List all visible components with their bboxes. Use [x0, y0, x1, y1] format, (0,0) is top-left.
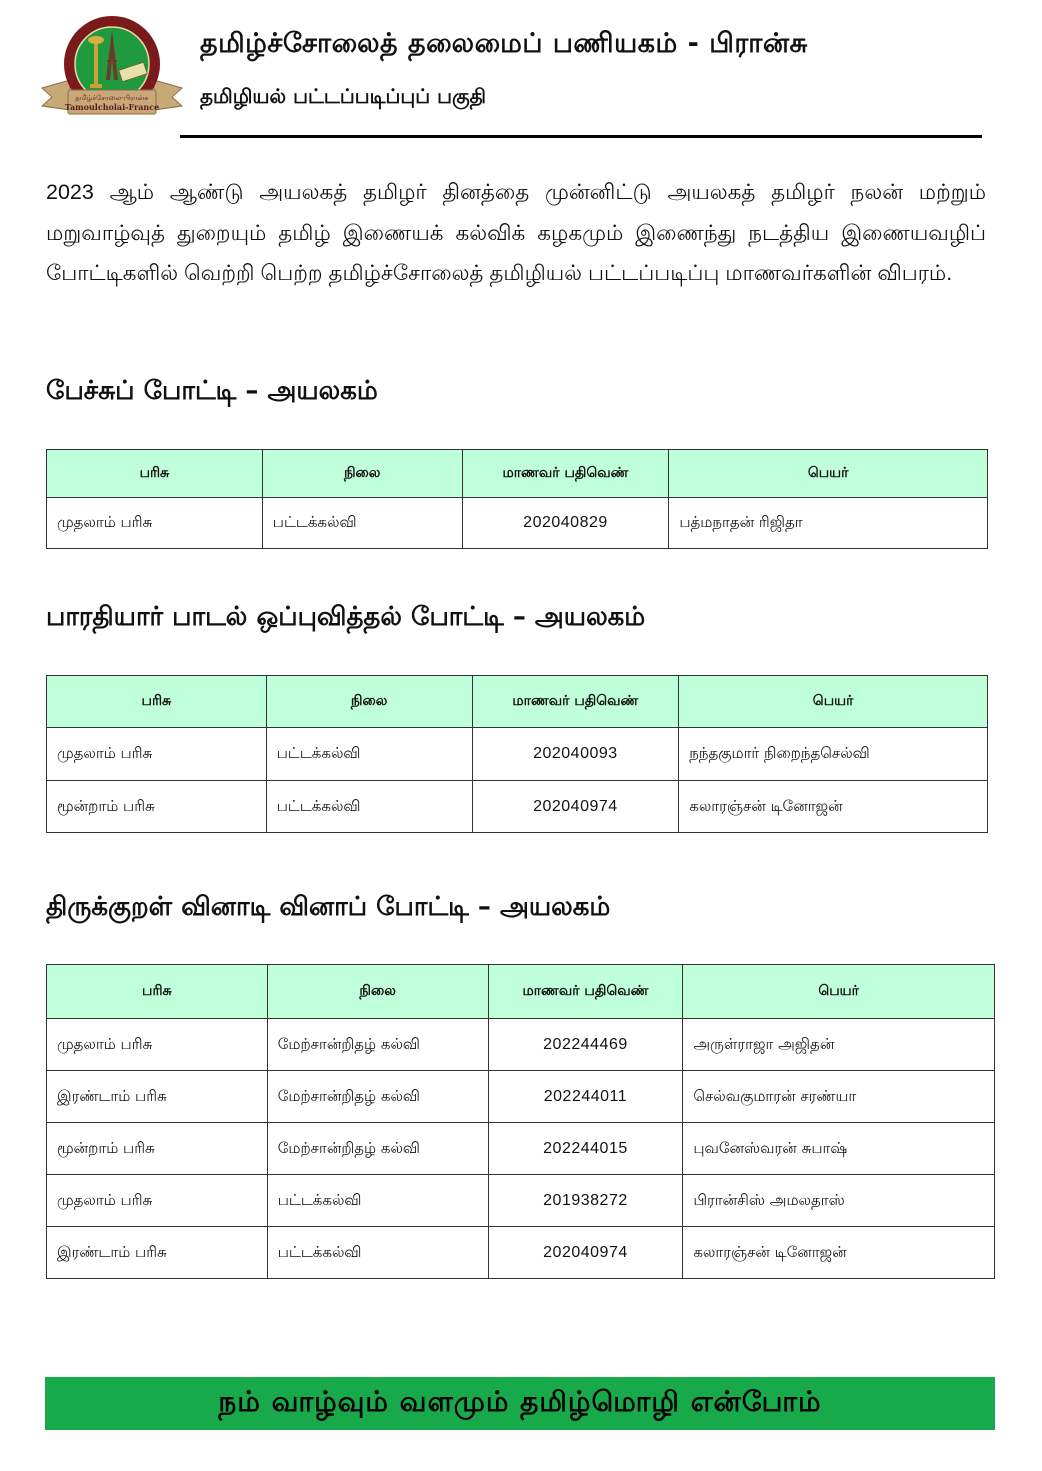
table-row: [47, 1019, 995, 1071]
table-header-row: [47, 965, 995, 1019]
cell-prize: முதலாம் பரிசு: [47, 1019, 268, 1071]
cell-prize: மூன்றாம் பரிசு: [47, 781, 267, 833]
table-row: [47, 1227, 995, 1279]
cell-prize: மூன்றாம் பரிசு: [47, 1123, 268, 1175]
cell-name: நந்தகுமார் நிறைந்தசெல்வி: [679, 728, 988, 781]
page-subtitle: தமிழியல் பட்டப்படிப்புப் பகுதி: [200, 84, 487, 108]
section-title-speech: பேச்சுப் போட்டி – அயலகம்: [46, 376, 378, 406]
cell-reg-no: 202244011: [488, 1071, 683, 1123]
cell-reg-no: 202244469: [488, 1019, 683, 1071]
table-header-row: [47, 676, 988, 728]
cell-level: பட்டக்கல்வி: [266, 728, 472, 781]
footer-motto-band: [45, 1377, 995, 1430]
results-table-bharathiyar: [46, 675, 988, 833]
cell-name: புவனேஸ்வரன் சுபாஷ்: [683, 1123, 995, 1175]
column-header-prize: பரிசு: [47, 676, 267, 728]
column-header-name: பெயர்: [679, 676, 988, 728]
cell-level: பட்டக்கல்வி: [267, 1175, 488, 1227]
table-row: [47, 1071, 995, 1123]
cell-reg-no: 202244015: [488, 1123, 683, 1175]
column-header-level: நிலை: [262, 450, 462, 498]
cell-level: மேற்சான்றிதழ் கல்வி: [267, 1071, 488, 1123]
cell-prize: இரண்டாம் பரிசு: [47, 1071, 268, 1123]
cell-name: அருள்ராஜா அஜிதன்: [683, 1019, 995, 1071]
table-row: [47, 781, 988, 833]
section-title-thirukkural: திருக்குறள் வினாடி வினாப் போட்டி – அயலகம்: [46, 892, 611, 922]
cell-name: பிரான்சிஸ் அமலதாஸ்: [683, 1175, 995, 1227]
intro-paragraph: 2023 ஆம் ஆண்டு அயலகத் தமிழர் தினத்தை முன்னிட்டு அயலகத் தமிழர் நலன் மற்றும் மறுவாழ்வுத் துறையும் தமிழ் இணையக் கல்விக் கழகமும் இணைந்து நடத்திய இணையவழிப் போட்டிகளில் வெற்றி பெற்ற தமிழ்ச்சோலைத் தமிழியல் பட்டப்படிப்பு மாணவர்களின் விபரம்.: [46, 180, 986, 285]
table-row: [47, 1123, 995, 1175]
table-row: [47, 728, 988, 781]
cell-name: பத்மநாதன் ரிஜிதா: [669, 498, 988, 549]
logo-latin-text: Tamoulcholai-France: [64, 102, 160, 112]
cell-level: மேற்சான்றிதழ் கல்வி: [267, 1123, 488, 1175]
column-header-level: நிலை: [266, 676, 472, 728]
cell-level: பட்டக்கல்வி: [262, 498, 462, 549]
cell-level: மேற்சான்றிதழ் கல்வி: [267, 1019, 488, 1071]
page-title: தமிழ்ச்சோலைத் தலைமைப் பணியகம் - பிரான்சு: [200, 28, 808, 59]
cell-level: பட்டக்கல்வி: [267, 1227, 488, 1279]
logo-tamil-text: தமிழ்ச்சோலை-பிரான்சு: [75, 94, 149, 102]
cell-reg-no: 202040829: [462, 498, 669, 549]
table-header-row: [47, 450, 988, 498]
column-header-reg-no: மாணவர் பதிவெண்: [462, 450, 669, 498]
results-table-thirukkural: [46, 964, 995, 1279]
table-row: [47, 498, 988, 549]
header-divider: [180, 135, 982, 138]
column-header-prize: பரிசு: [47, 450, 263, 498]
cell-prize: முதலாம் பரிசு: [47, 728, 267, 781]
cell-prize: முதலாம் பரிசு: [47, 498, 263, 549]
section-title-bharathiyar: பாரதியார் பாடல் ஒப்புவித்தல் போட்டி – அயலகம்: [46, 602, 646, 632]
cell-level: பட்டக்கல்வி: [266, 781, 472, 833]
cell-reg-no: 202040974: [472, 781, 679, 833]
table-row: [47, 1175, 995, 1227]
column-header-prize: பரிசு: [47, 965, 268, 1019]
column-header-name: பெயர்: [683, 965, 995, 1019]
cell-name: கலாரஞ்சன் டினோஜன்: [679, 781, 988, 833]
column-header-name: பெயர்: [669, 450, 988, 498]
column-header-reg-no: மாணவர் பதிவெண்: [488, 965, 683, 1019]
cell-name: செல்வகுமாரன் சரண்யா: [683, 1071, 995, 1123]
column-header-reg-no: மாணவர் பதிவெண்: [472, 676, 679, 728]
results-table-speech: [46, 449, 988, 549]
cell-reg-no: 201938272: [488, 1175, 683, 1227]
cell-prize: முதலாம் பரிசு: [47, 1175, 268, 1227]
cell-reg-no: 202040093: [472, 728, 679, 781]
cell-prize: இரண்டாம் பரிசு: [47, 1227, 268, 1279]
footer-motto: நம் வாழ்வும் வளமும் தமிழ்மொழி என்போம்: [218, 1385, 822, 1418]
cell-name: கலாரஞ்சன் டினோஜன்: [683, 1227, 995, 1279]
cell-reg-no: 202040974: [488, 1227, 683, 1279]
organization-logo: [40, 14, 184, 126]
column-header-level: நிலை: [267, 965, 488, 1019]
